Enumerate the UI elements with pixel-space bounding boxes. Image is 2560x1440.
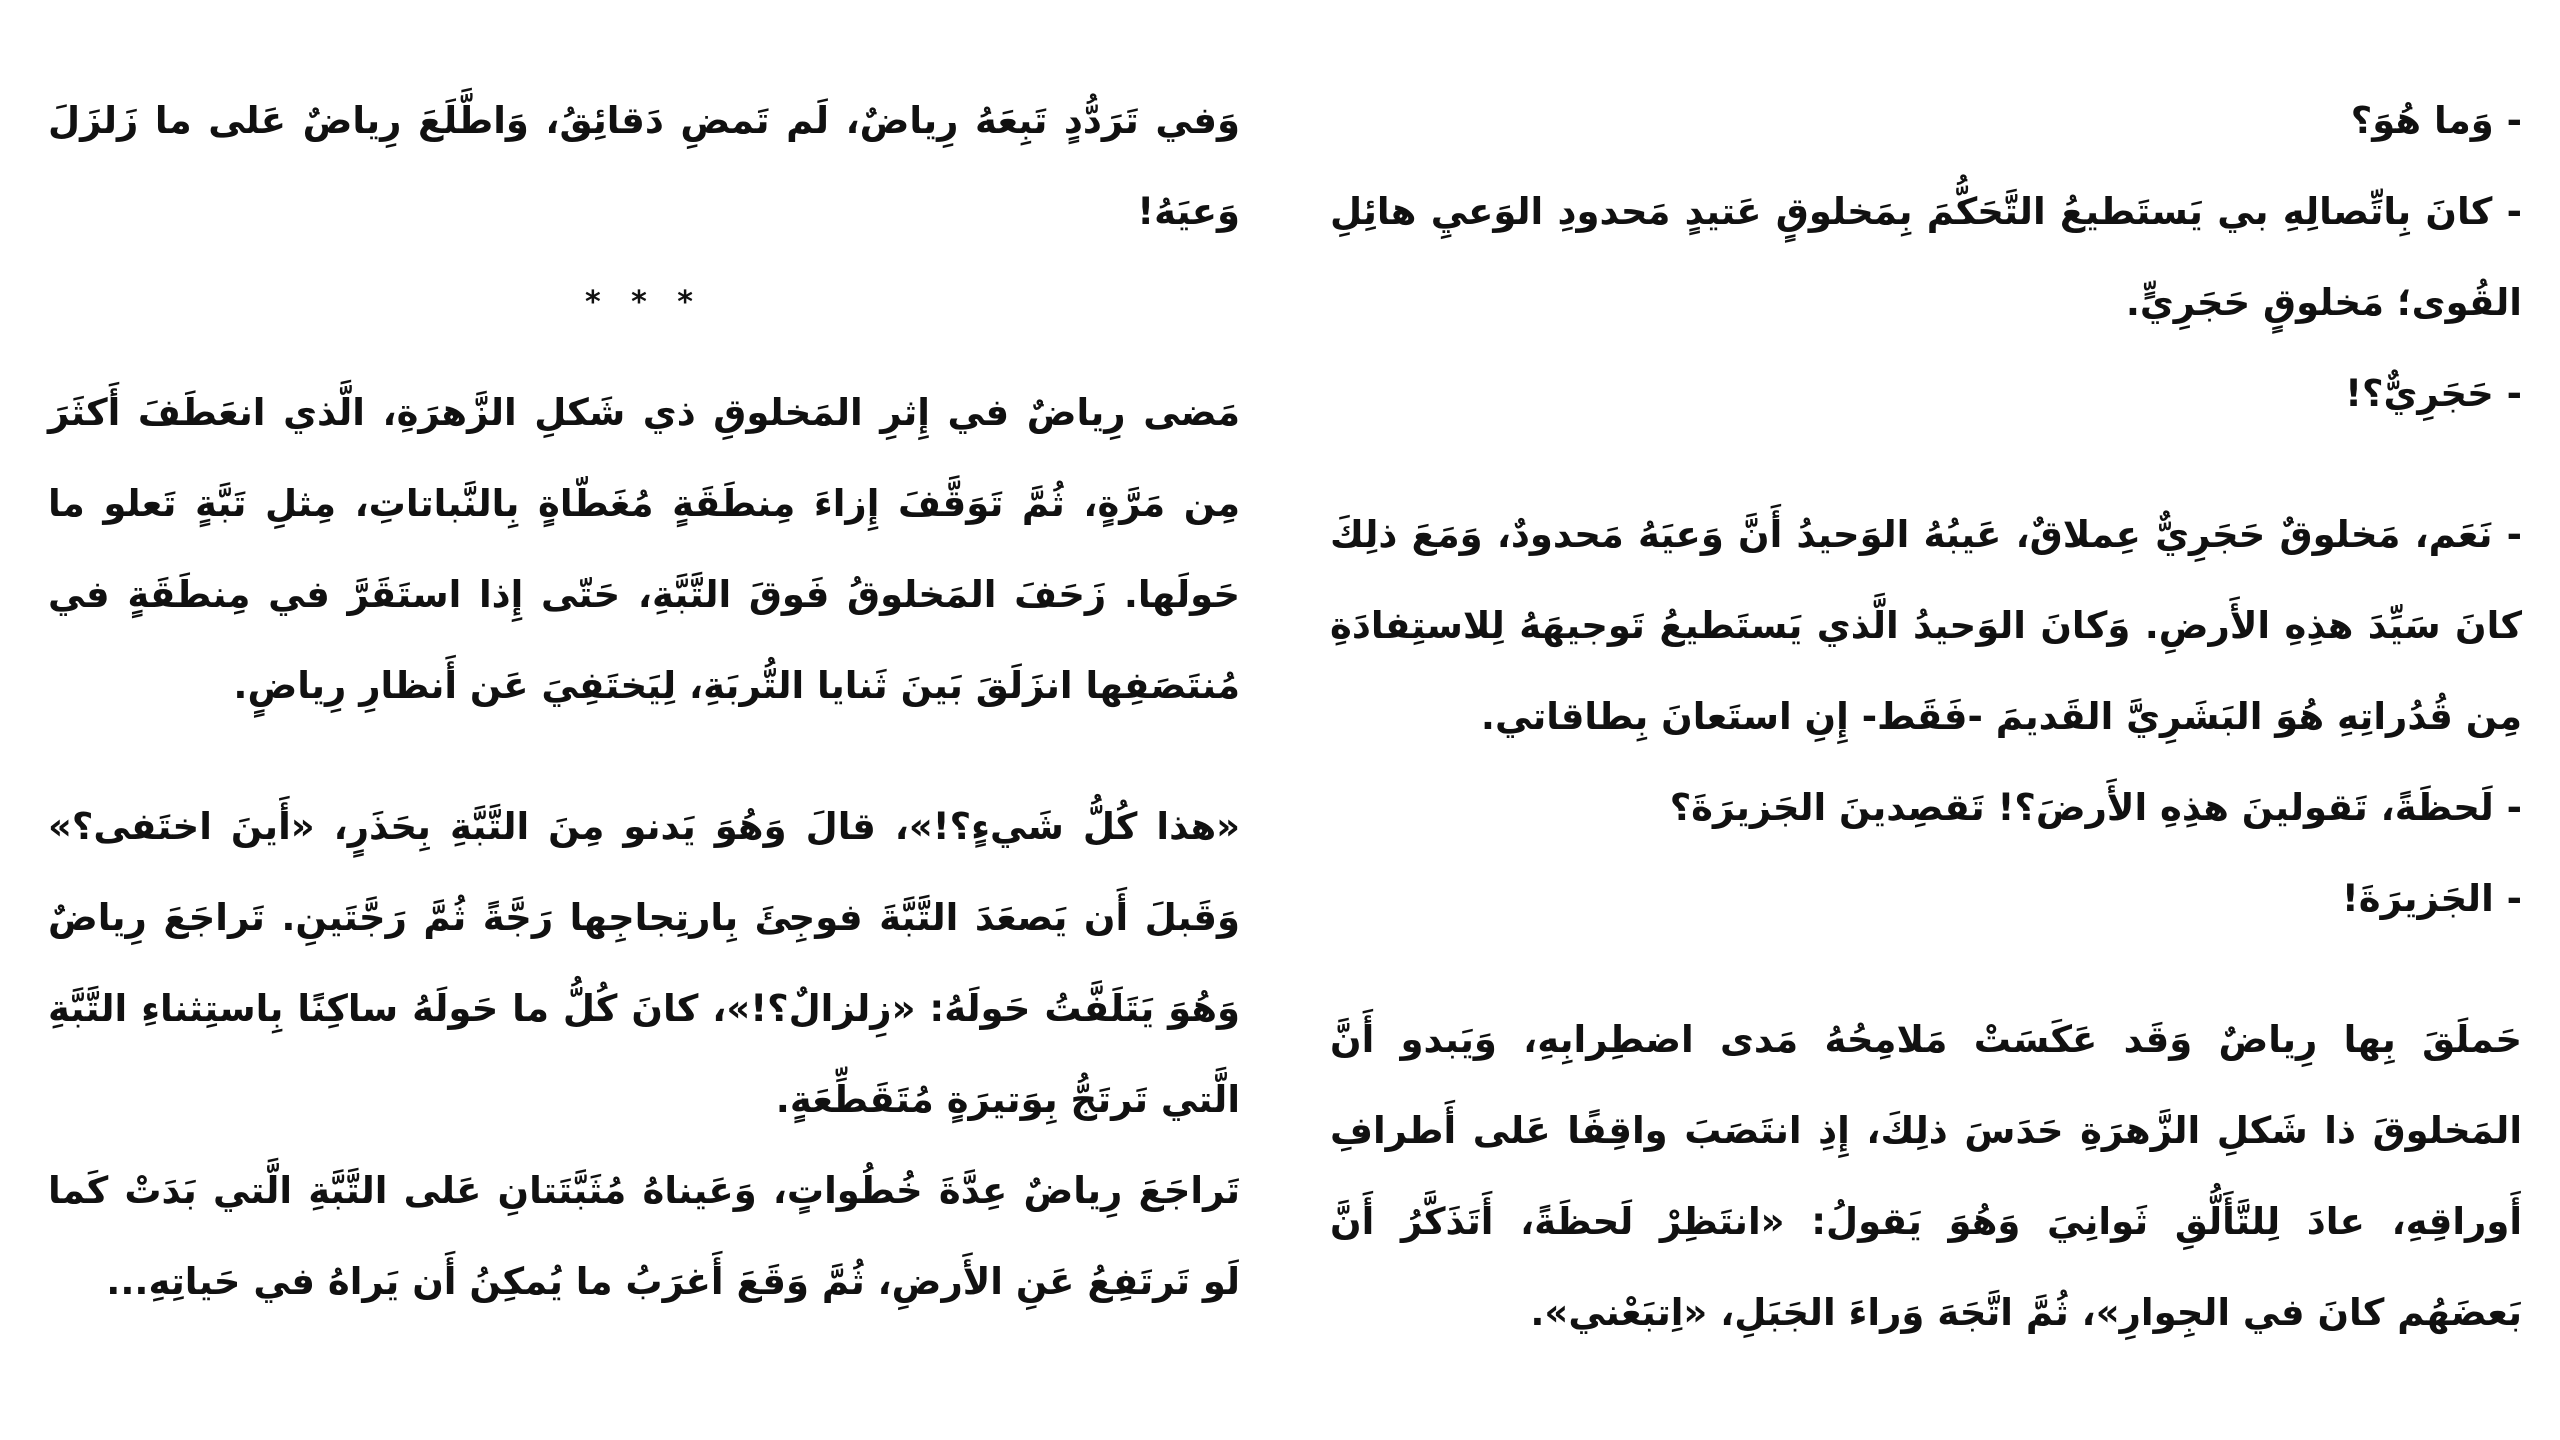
dialogue-line: - لَحظَةً، تَقولينَ هذِهِ الأَرضَ؟! تَقصِدينَ الجَزيرَةَ؟ xyxy=(1669,786,2522,829)
narrative-paragraph: حَملَقَ بِها رِياضٌ وَقَد عَكَسَتْ مَلامِحُهُ مَدى اضطِرابِهِ، وَيَبدو أَنَّ المَخلوقَ ذا شَكلِ الزَّهرَةِ حَدَسَ ذلِكَ، إِذِ انتَصَبَ واقِفًا عَلى أَطرافِ أَوراقِهِ، عادَ لِلتَّأَلُّقِ ثَوانِيَ وَهُوَ يَقولُ: «انتَظِرْ لَحظَةً، أَتَذَكَّرُ أَنَّ بَعضَهُم كانَ في الجِوارِ»، ثُمَّ اتَّجَهَ وَراءَ الجَبَلِ، «اِتبَعْني». xyxy=(1330,1018,2522,1334)
dialogue-line: - كانَ بِاتِّصالِهِ بي يَستَطيعُ التَّحَكُّمَ بِمَخلوقٍ عَتيدٍ مَحدودِ الوَعيِ هائِلِ القُوى؛ مَخلوقٍ حَجَرِيٍّ. xyxy=(1330,190,2522,324)
dialogue-line: - نَعَم، مَخلوقٌ حَجَرِيٌّ عِملاقٌ، عَيبُهُ الوَحيدُ أَنَّ وَعيَهُ مَحدودٌ، وَمَعَ ذلِكَ كانَ سَيِّدَ هذِهِ الأَرضِ. وَكانَ الوَحيدُ الَّذي يَستَطيعُ تَوجيهَهُ لِلاستِفادَةِ مِن قُدُراتِهِ هُوَ البَشَرِيَّ القَديمَ -فَقَط- إِنِ استَعانَ بِطاقاتي. xyxy=(1330,513,2522,738)
paragraph-gap xyxy=(1330,944,2522,994)
right-page xyxy=(1330,75,2522,1358)
narrative-paragraph: تَراجَعَ رِياضٌ عِدَّةَ خُطُواتٍ، وَعَيناهُ مُثَبَّتَتانِ عَلى التَّبَّةِ الَّتي بَدَتْ كَما لَو تَرتَفِعُ عَنِ الأَرضِ، ثُمَّ وَقَعَ أَغرَبُ ما يُمكِنُ أَن يَراهُ في حَياتِهِ... xyxy=(48,1169,1240,1303)
dialogue-line: - حَجَرِيٌّ؟! xyxy=(2345,372,2522,415)
narrative-paragraph: وَفي تَرَدُّدٍ تَبِعَهُ رِياضٌ، لَم تَمضِ دَقائِقُ، وَاطَّلَعَ رِياضٌ عَلى ما زَلزَلَ وَعيَهُ! xyxy=(48,99,1240,233)
dialogue-line: - الجَزيرَةَ! xyxy=(2341,877,2522,920)
paragraph-gap xyxy=(48,731,1240,781)
narrative-paragraph: «هذا كُلُّ شَيءٍ؟!»، قالَ وَهُوَ يَدنو مِنَ التَّبَّةِ بِحَذَرٍ، «أَينَ اختَفى؟» وَقَبلَ أَن يَصعَدَ التَّبَّةَ فوجِئَ بِارتِجاجِها رَجَّةً ثُمَّ رَجَّتَينِ. تَراجَعَ رِياضٌ وَهُوَ يَتَلَفَّتُ حَولَهُ: «زِلزالٌ؟!»، كانَ كُلُّ ما حَولَهُ ساكِنًا بِاستِثناءِ التَّبَّةِ الَّتي تَرتَجُّ بِوَتيرَةٍ مُتَقَطِّعَةٍ. xyxy=(48,805,1240,1121)
left-page xyxy=(48,75,1240,1327)
narrative-paragraph: مَضى رِياضٌ في إِثرِ المَخلوقِ ذي شَكلِ الزَّهرَةِ، الَّذي انعَطَفَ أَكثَرَ مِن مَرَّةٍ، ثُمَّ تَوَقَّفَ إِزاءَ مِنطَقَةٍ مُغَطّاةٍ بِالنَّباتاتِ، مِثلِ تَبَّةٍ تَعلو ما حَولَها. زَحَفَ المَخلوقُ فَوقَ التَّبَّةِ، حَتّى إِذا استَقَرَّ في مِنطَقَةٍ في مُنتَصَفِها انزَلَقَ بَينَ ثَنايا التُّربَةِ، لِيَختَفِيَ عَن أَنظارِ رِياضٍ. xyxy=(48,391,1240,707)
paragraph-gap xyxy=(1330,439,2522,489)
dialogue-line: - وَما هُوَ؟ xyxy=(2350,99,2522,142)
section-separator: * * * xyxy=(585,285,703,320)
